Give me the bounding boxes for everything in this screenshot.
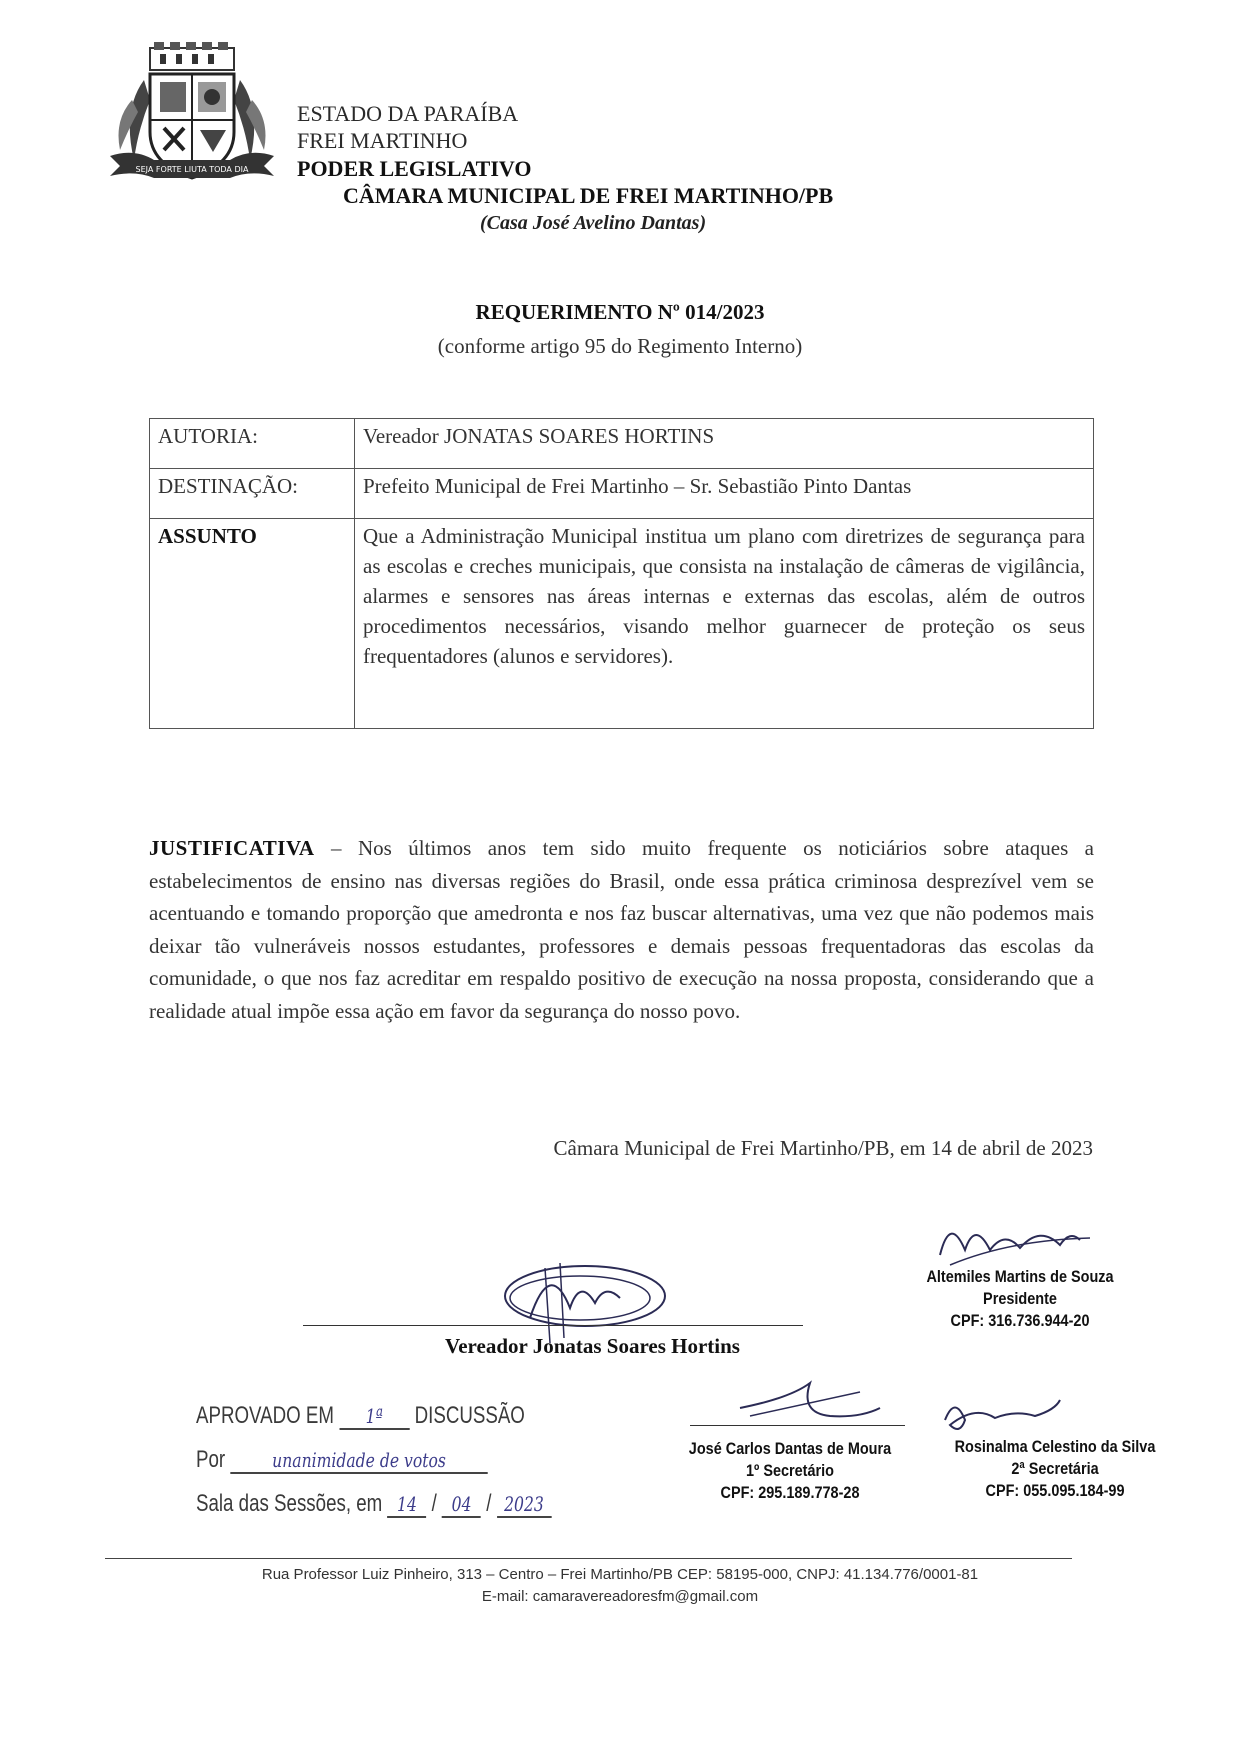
author-name: Vereador Jonatas Soares Hortins — [445, 1334, 740, 1358]
second-secretary-role: 2ª Secretária — [1011, 1459, 1099, 1478]
first-secretary-role: 1º Secretário — [745, 1461, 835, 1480]
session-room-prefix: Sala das Sessões, em — [196, 1490, 383, 1517]
header-house-name: (Casa José Avelino Dantas) — [480, 212, 707, 234]
justification-label: JUSTIFICATIVA — [149, 836, 315, 860]
president-cpf: CPF: 316.736.944-20 — [950, 1311, 1090, 1330]
justification-text: – Nos últimos anos tem sido muito frequente os noticiários sobre ataques a estabelecimentos de ensino nas diversas regiões do Brasil, onde essa prática criminosa desprezível vem se acentuando e tomando proporção que amedronta e nos faz buscar alternativas, uma vez que não podemos mais deixar tão vulneráveis nossos estudantes, professores e demais pessoas frequentadoras das escolas da comunidade, o que nos faz acreditar em respaldo positivo de execução na nossa proposta, considerando que a realidade atual impõe essa ação em favor da segurança do nosso povo. — [149, 836, 1094, 1023]
first-secretary-signature-block — [663, 1438, 918, 1504]
row-key-destination: DESTINAÇÃO: — [150, 469, 355, 519]
header-power: PODER LEGISLATIVO — [297, 156, 532, 181]
approved-prefix: APROVADO EM — [196, 1402, 334, 1429]
document-subtitle: (conforme artigo 95 do Regimento Interno) — [437, 334, 803, 358]
approved-by-prefix: Por — [196, 1446, 226, 1473]
row-value-destination: Prefeito Municipal de Frei Martinho – Sr. Sebastião Pinto Dantas — [355, 469, 1094, 519]
president-name: Altemiles Martins de Souza — [926, 1267, 1114, 1286]
municipal-coat-of-arms-logo — [104, 40, 280, 196]
second-secretary-signature-block — [940, 1436, 1170, 1502]
document-title: REQUERIMENTO Nº 014/2023 — [475, 300, 765, 324]
table-row — [150, 469, 1094, 519]
president-role: Presidente — [983, 1289, 1057, 1308]
footer-divider — [105, 1558, 1072, 1559]
approved-discussion-value: 1ª — [339, 1404, 409, 1430]
approved-by-value: unanimidade de votos — [230, 1448, 487, 1474]
author-signature-scribble — [480, 1248, 680, 1348]
header-state: ESTADO DA PARAÍBA — [297, 101, 519, 126]
crest-banner-text: SEJA FORTE LIUTA TODA DIA — [135, 165, 249, 174]
first-secretary-signature-scribble — [710, 1378, 910, 1426]
row-value-subject: Que a Administração Municipal institua um plano com diretrizes de segurança para as escolas e creches municipais, que consista na instalação de câmeras de vigilância, alarmes e sensores nas áreas internas e externas das escolas, além de outros procedimentos necessários, visando melhor guarnecer de proteção os seus frequentadores (alunos e servidores). — [355, 519, 1094, 729]
first-secretary-cpf: CPF: 295.189.778-28 — [720, 1483, 860, 1502]
session-day: 14 — [387, 1492, 426, 1518]
place-and-date: Câmara Municipal de Frei Martinho/PB, em 14 de abril de 2023 — [553, 1136, 1093, 1160]
footer-address: Rua Professor Luiz Pinheiro, 313 – Centro – Frei Martinho/PB CEP: 58195-000, CNPJ: 41.134.776/0001-81 — [261, 1566, 979, 1583]
session-room-date-line: Sala das Sessões, em 14 / 04 / 2023 — [196, 1490, 551, 1518]
request-info-table — [149, 418, 1094, 729]
second-secretary-name: Rosinalma Celestino da Silva — [954, 1437, 1156, 1456]
session-year: 2023 — [497, 1492, 552, 1518]
justification-paragraph — [149, 832, 1094, 1028]
approval-by-line — [196, 1446, 488, 1474]
second-secretary-cpf: CPF: 055.095.184-99 — [985, 1481, 1125, 1500]
first-secretary-signature-line — [690, 1425, 905, 1426]
header-chamber: CÂMARA MUNICIPAL DE FREI MARTINHO/PB — [343, 183, 834, 208]
header-city: FREI MARTINHO — [297, 128, 468, 153]
table-row — [150, 419, 1094, 469]
second-secretary-signature-scribble — [935, 1390, 1065, 1440]
row-key-authorship: AUTORIA: — [150, 419, 355, 469]
session-month: 04 — [442, 1492, 481, 1518]
author-signature-line — [303, 1325, 803, 1326]
row-key-subject: ASSUNTO — [150, 519, 355, 729]
first-secretary-name: José Carlos Dantas de Moura — [688, 1439, 892, 1458]
footer-email: E-mail: camaravereadoresfm@gmail.com — [481, 1588, 759, 1605]
row-value-authorship: Vereador JONATAS SOARES HORTINS — [355, 419, 1094, 469]
approved-suffix: DISCUSSÃO — [414, 1402, 525, 1429]
table-row — [150, 519, 1094, 729]
president-signature-block — [918, 1266, 1122, 1332]
approval-stamp-line — [196, 1402, 525, 1430]
